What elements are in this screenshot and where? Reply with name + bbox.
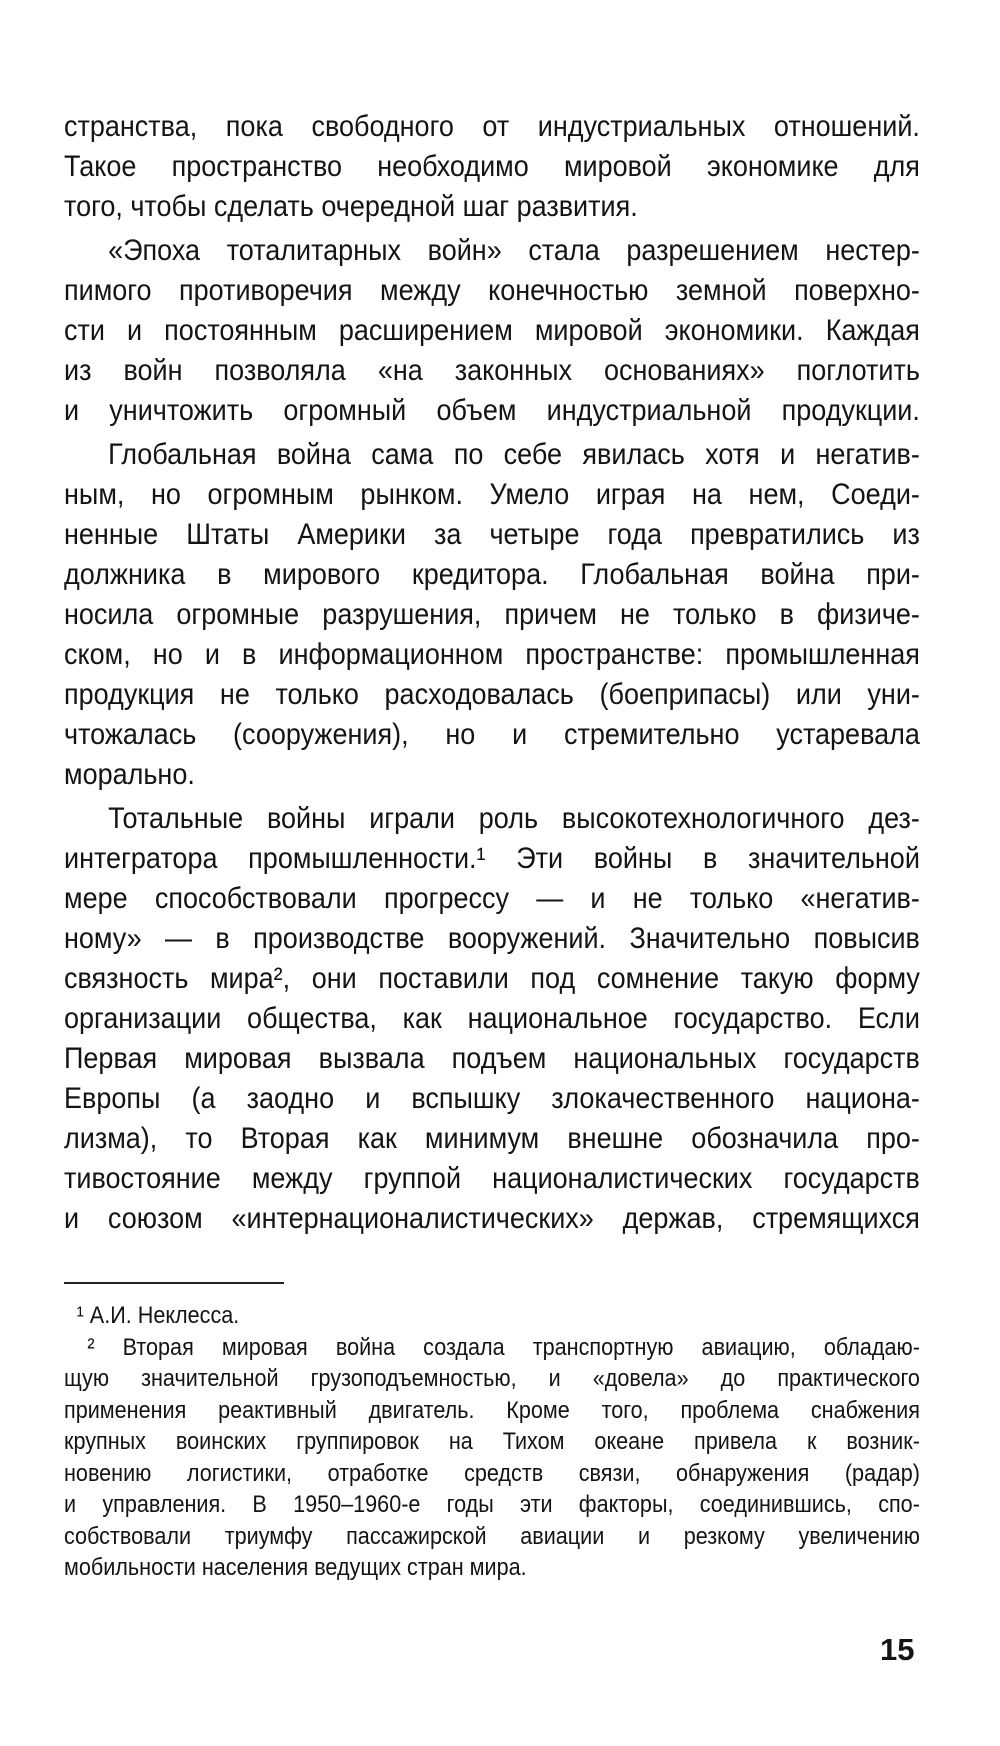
text-line: ненные Штаты Америки за четыре года превратились из: [64, 518, 920, 551]
text-line: должника в мирового кредитора. Глобальная война при-: [64, 558, 920, 591]
text-line: связность мира², они поставили под сомнение такую форму: [64, 962, 920, 995]
text-line: ным, но огромным рынком. Умело играя на нем, Соеди-: [64, 478, 920, 511]
text-line: пимого противоречия между конечностью земной поверхно-: [64, 274, 920, 307]
footnote-divider: [64, 1282, 284, 1284]
text-line: Европы (а заодно и вспышку злокачественного национа-: [64, 1082, 920, 1115]
text-line: продукция не только расходовалась (боеприпасы) или уни-: [64, 678, 920, 711]
paragraph: [64, 435, 920, 795]
footnotes: [64, 1300, 920, 1584]
footnote-line: собствовали триумфу пассажирской авиации и резкому увеличению: [64, 1522, 920, 1550]
text-line: лизма), то Вторая как минимум внешне обозначила про-: [64, 1122, 920, 1155]
footnote-line: ² Вторая мировая война создала транспортную авиацию, обладаю-: [87, 1333, 920, 1361]
footnote-line: щую значительной грузоподъемностью, и «довела» до практического: [64, 1365, 920, 1392]
text-line: из войн позволяла «на законных основаниях» поглотить: [64, 354, 920, 387]
text-line: мере способствовали прогрессу — и не только «негатив-: [64, 882, 920, 915]
text-line: Тотальные войны играли роль высокотехнологичного дез-: [108, 802, 920, 835]
paragraph: [64, 799, 920, 1239]
text-line: Первая мировая вызвала подъем национальных государств: [64, 1042, 920, 1075]
text-line: и союзом «интернационалистических» держав, стремящихся: [64, 1202, 920, 1235]
footnote-line: применения реактивный двигатель. Кроме того, проблема снабжения: [64, 1396, 920, 1424]
paragraph: [64, 231, 920, 431]
footnote-line: новению логистики, отработке средств связи, обнаружения (радар): [64, 1459, 920, 1487]
text-line: ному» — в производстве вооружений. Значительно повысив: [64, 922, 920, 955]
text-line: организации общества, как национальное государство. Если: [64, 1002, 920, 1035]
paragraph: [64, 107, 920, 227]
text-line: тивостояние между группой националистических государств: [64, 1162, 920, 1195]
text-line: интегратора промышленности.¹ Эти войны в значительной: [64, 842, 920, 875]
text-line: и уничтожить огромный объем индустриальной продукции.: [64, 394, 920, 427]
footnote: [64, 1300, 920, 1332]
footnote-line: мобильности населения ведущих стран мира.: [64, 1554, 527, 1581]
footnote: [64, 1332, 920, 1584]
text-line: морально.: [64, 758, 195, 791]
text-line: того, чтобы сделать очередной шаг развития.: [64, 190, 638, 223]
text-line: Такое пространство необходимо мировой экономике для: [64, 150, 920, 183]
text-line: странства, пока свободного от индустриальных отношений.: [64, 110, 920, 143]
text-line: «Эпоха тоталитарных войн» стала разрешением нестер-: [108, 234, 920, 267]
footnote-line: ¹ А.И. Неклесса.: [76, 1302, 240, 1329]
text-line: ском, но и в информационном пространстве: промышленная: [64, 638, 920, 671]
footnote-line: и управления. В 1950–1960-е годы эти факторы, соединившись, спо-: [64, 1491, 920, 1518]
text-line: Глобальная война сама по себе явилась хотя и негатив-: [108, 438, 920, 471]
text-line: сти и постоянным расширением мировой экономики. Каждая: [64, 314, 920, 347]
footnote-line: крупных воинских группировок на Тихом океане привела к возник-: [64, 1428, 920, 1455]
body-text: [64, 107, 920, 1243]
text-line: носила огромные разрушения, причем не только в физиче-: [64, 598, 920, 631]
page-number: 15: [880, 1632, 915, 1667]
text-line: чтожалась (сооружения), но и стремительно устаревала: [64, 718, 920, 751]
